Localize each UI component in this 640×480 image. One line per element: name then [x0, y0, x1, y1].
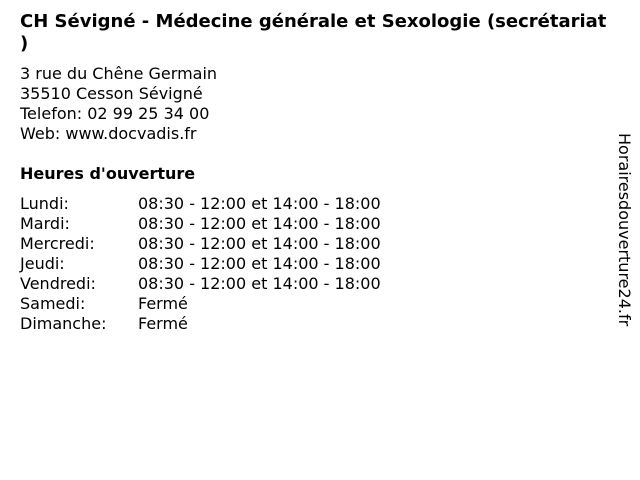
postal-city: 35510 Cesson Sévigné — [20, 84, 203, 103]
day-label: Mardi: — [20, 214, 70, 233]
hours-row-sunday — [20, 314, 381, 334]
day-hours: 08:30 - 12:00 et 14:00 - 18:00 — [138, 234, 381, 253]
hours-row-saturday — [20, 294, 381, 314]
day-label: Jeudi: — [20, 254, 65, 273]
page-title: CH Sévigné - Médecine générale et Sexologie (secrétariat ) — [20, 11, 607, 54]
day-hours: 08:30 - 12:00 et 14:00 - 18:00 — [138, 214, 381, 233]
hours-table — [20, 194, 381, 334]
day-label: Lundi: — [20, 194, 69, 213]
site-credit: Horairesdouverture24.fr — [615, 133, 634, 327]
day-hours: 08:30 - 12:00 et 14:00 - 18:00 — [138, 254, 381, 273]
hours-heading: Heures d'ouverture — [20, 164, 196, 183]
street-address: 3 rue du Chêne Germain — [20, 64, 218, 83]
address-block — [20, 64, 217, 144]
day-label: Mercredi: — [20, 234, 95, 253]
day-hours: 08:30 - 12:00 et 14:00 - 18:00 — [138, 274, 381, 293]
day-label: Dimanche: — [20, 314, 107, 333]
day-label: Samedi: — [20, 294, 86, 313]
day-label: Vendredi: — [20, 274, 96, 293]
phone-number: Telefon: 02 99 25 34 00 — [20, 104, 210, 123]
day-hours: Fermé — [138, 294, 188, 313]
website: Web: www.docvadis.fr — [20, 124, 197, 143]
day-hours: Fermé — [138, 314, 188, 333]
hours-row-friday — [20, 274, 381, 294]
day-hours: 08:30 - 12:00 et 14:00 - 18:00 — [138, 194, 381, 213]
hours-row-tuesday — [20, 214, 381, 234]
hours-row-monday — [20, 194, 381, 214]
hours-row-wednesday — [20, 234, 381, 254]
hours-row-thursday — [20, 254, 381, 274]
